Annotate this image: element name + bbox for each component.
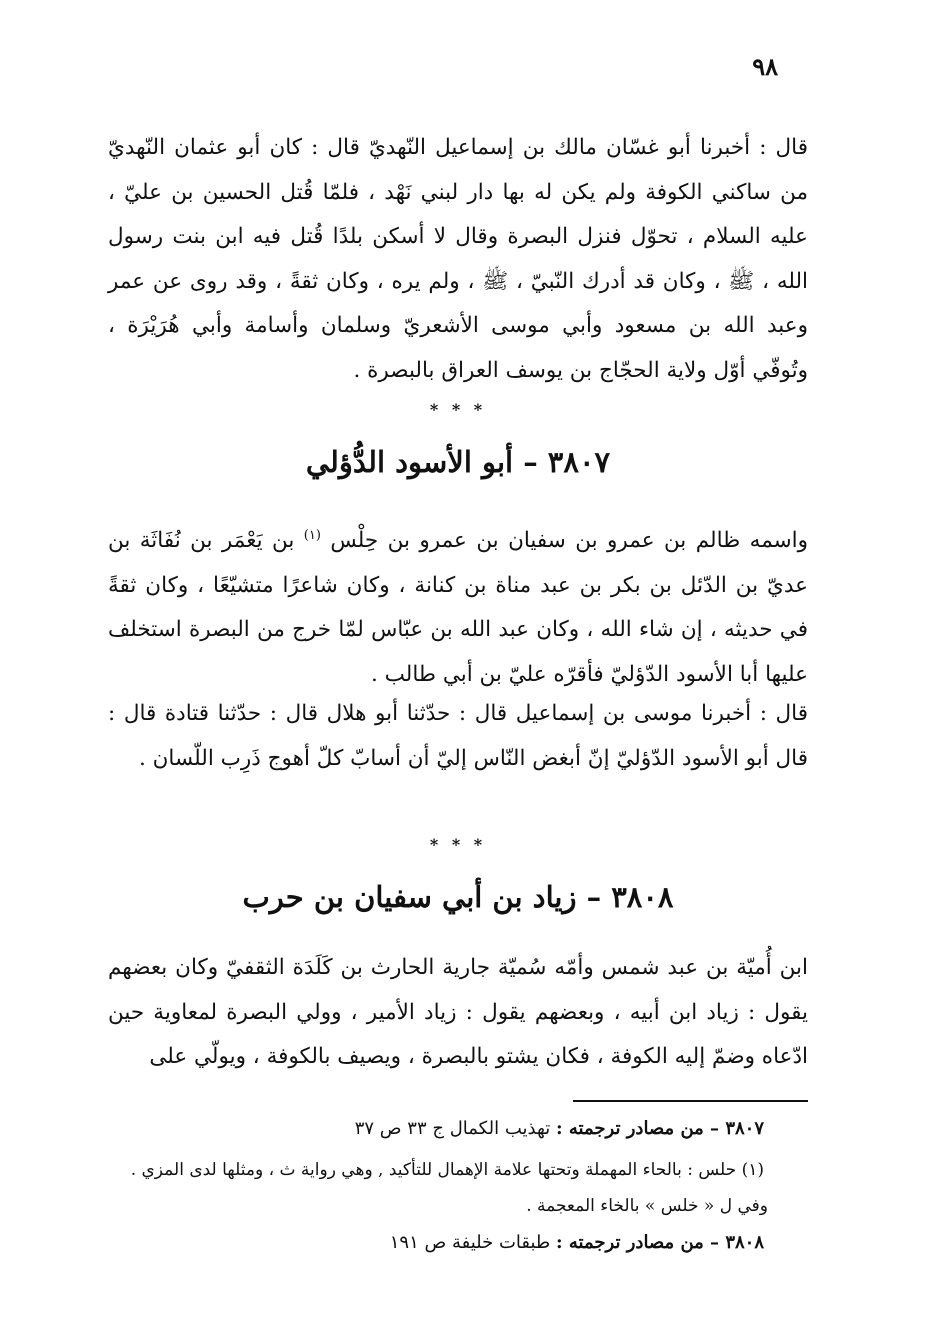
paragraph-abu-uthman: قال : أخبرنا أبو غسّان مالك بن إسماعيل النّهديّ قال : كان أبو عثمان النّهديّ من ساكني الكوفة ولم يكن له بها دار لبني نَهْد ، فلمّا قُتل الحسين بن عليّ ، عليه السلام ، تحوّل فنزل البصرة وقال لا أسكن بلدًا قُتل فيه ابن بنت رسول الله ، ﷺ ، وكان قد أدرك النّبيّ ، ﷺ ، ولم يره ، وكان ثقةً ، وقد روى عن عمر وعبد الله بن مسعود وأبي موسى الأشعريّ وسلمان وأسامة وأبي هُرَيْرَة ، وتُوفّي أوّل ولاية الحجّاج بن يوسف العراق بالبصرة . xyxy=(108,135,808,383)
page-number: ٩٨ xyxy=(752,52,778,81)
footnote-separator xyxy=(573,1100,808,1102)
footnote-sources-3808 xyxy=(108,1232,764,1253)
footnote-sources-text: تهذيب الكمال ج ٣٣ ص ٣٧ xyxy=(354,1118,551,1139)
entry-heading-3808: ٣٨٠٨ – زياد بن أبي سفيان بن حرب xyxy=(242,880,674,914)
paragraph-abu-aswad-bio-rest: بن يَعْمَر بن نُفَاثَة بن عديّ بن الدّئل بن بكر بن عبد مناة بن كنانة ، وكان شاعرًا متشيّعًا ، وكان ثقةً في حديثه ، إن شاء الله ، وكان عبد الله بن عبّاس لمّا خرج من البصرة استخلف عليها أبا الأسود الدّؤليّ فأقرّه عليّ بن أبي طالب . xyxy=(108,528,808,687)
footnote-1-line2: وفي ل « خلس » بالخاء المعجمة . xyxy=(526,1196,768,1216)
entry-heading-3807: ٣٨٠٧ – أبو الأسود الدُّؤلي xyxy=(305,445,611,479)
document-page xyxy=(108,40,808,1330)
paragraph-abu-aswad-bio-start: واسمه ظالم بن عمرو بن سفيان بن عمرو بن حِلْس xyxy=(330,528,808,554)
footnote-sources-label: ٣٨٠٨ – من مصادر ترجمته : xyxy=(556,1232,764,1253)
section-divider-stars: * * * xyxy=(429,400,487,419)
footnote-1-line1: (١) حلس : بالحاء المهملة وتحتها علامة الإهمال للتأكيد , وهي رواية ث ، ومثلها لدى المزي . xyxy=(130,1160,764,1180)
paragraph-abu-aswad-hadith: قال : أخبرنا موسى بن إسماعيل قال : حدّثنا أبو هلال قال : حدّثنا قتادة قال : قال أبو الأسود الدّؤليّ إنّ أبغض النّاس إليّ أن أسابّ كلّ أهوج ذَرِب اللّسان . xyxy=(108,701,808,771)
footnote-sources-text: طبقات خليفة ص ١٩١ xyxy=(389,1232,551,1253)
paragraph-ziyad: ابن أُميّة بن عبد شمس وأمّه سُميّة جارية الحارث بن كَلَدَة الثقفيّ وكان بعضهم يقول : زياد ابن أبيه ، وبعضهم يقول : زياد الأمير ، وولي البصرة لمعاوية حين ادّعاه وضمّ إليه الكوفة ، فكان يشتو بالبصرة ، ويصيف بالكوفة ، ويولّي على xyxy=(108,955,808,1070)
footnote-sources-label: ٣٨٠٧ – من مصادر ترجمته : xyxy=(556,1118,764,1139)
section-divider-stars-2: * * * xyxy=(429,835,487,854)
footnote-sources-3807 xyxy=(108,1118,764,1139)
footnote-marker: (١) xyxy=(303,528,321,543)
paragraph-abu-aswad-bio xyxy=(108,514,808,698)
